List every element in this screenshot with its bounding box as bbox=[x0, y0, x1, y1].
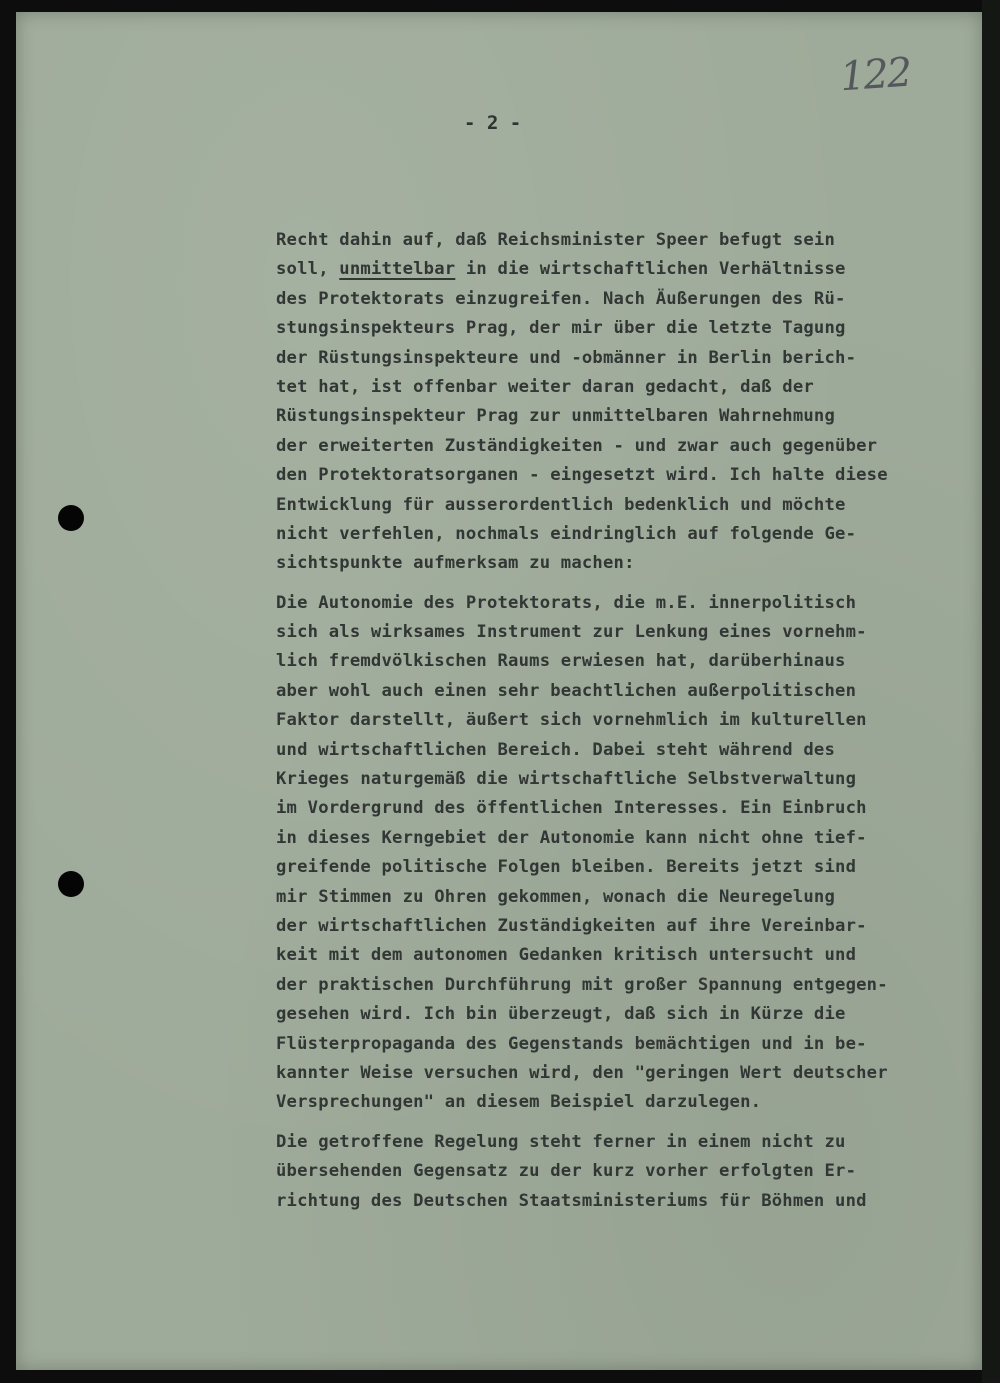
text-line: mir Stimmen zu Ohren gekommen, wonach die Neuregelung bbox=[276, 886, 836, 907]
text-line: in dieses Kerngebiet der Autonomie kann nicht ohne tief- bbox=[276, 827, 867, 848]
text-line: Rüstungsinspekteur Prag zur unmittelbaren Wahrnehmung bbox=[276, 406, 836, 427]
text-line: im Vordergrund des öffentlichen Interesses. Ein Einbruch bbox=[276, 798, 867, 819]
text-line: Die getroffene Regelung steht ferner in einem nicht zu bbox=[276, 1131, 846, 1152]
scan-edge-strip bbox=[982, 0, 1000, 1383]
text-line: den Protektoratsorganen - eingesetzt wird. Ich halte diese bbox=[276, 465, 888, 486]
text-line: greifende politische Folgen bleiben. Bereits jetzt sind bbox=[276, 857, 857, 878]
text-line: kannter Weise versuchen wird, den "geringen Wert deutscher bbox=[276, 1062, 888, 1083]
paragraph bbox=[276, 589, 976, 1118]
punch-hole bbox=[58, 505, 84, 531]
underlined-word: unmittelbar bbox=[339, 259, 456, 280]
text-line: richtung des Deutschen Staatsministeriums für Böhmen und bbox=[276, 1190, 867, 1211]
text-line: des Protektorats einzugreifen. Nach Äußerungen des Rü- bbox=[276, 288, 846, 309]
text-line: Faktor darstellt, äußert sich vornehmlich im kulturellen bbox=[276, 710, 867, 731]
typewritten-body bbox=[276, 226, 976, 1226]
text-line: Versprechungen" an diesem Beispiel darzulegen. bbox=[276, 1092, 762, 1113]
text-line: sich als wirksames Instrument zur Lenkung eines vornehm- bbox=[276, 622, 867, 643]
text-line: Krieges naturgemäß die wirtschaftliche Selbstverwaltung bbox=[276, 769, 857, 790]
text-line: lich fremdvölkischen Raums erwiesen hat, darüberhinaus bbox=[276, 651, 846, 672]
punch-hole bbox=[58, 871, 84, 897]
text-line: Entwicklung für ausserordentlich bedenklich und möchte bbox=[276, 494, 846, 515]
text-line: der wirtschaftlichen Zuständigkeiten auf ihre Vereinbar- bbox=[276, 915, 867, 936]
text-line: keit mit dem autonomen Gedanken kritisch untersucht und bbox=[276, 945, 857, 966]
text-line: aber wohl auch einen sehr beachtlichen außerpolitischen bbox=[276, 680, 857, 701]
handwritten-folio-number: 122 bbox=[838, 49, 912, 101]
text-line: stungsinspekteurs Prag, der mir über die letzte Tagung bbox=[276, 318, 846, 339]
text-line: Flüsterpropaganda des Gegenstands bemächtigen und in be- bbox=[276, 1033, 867, 1054]
text-line: tet hat, ist offenbar weiter daran gedacht, daß der bbox=[276, 376, 814, 397]
paragraph bbox=[276, 1128, 976, 1216]
text-line: der erweiterten Zuständigkeiten - und zwar auch gegenüber bbox=[276, 435, 878, 456]
text-line: und wirtschaftlichen Bereich. Dabei steht während des bbox=[276, 739, 836, 760]
text-line: soll, unmittelbar in die wirtschaftlichen Verhältnisse bbox=[276, 259, 846, 280]
text-line: der praktischen Durchführung mit großer Spannung entgegen- bbox=[276, 974, 888, 995]
text-line: gesehen wird. Ich bin überzeugt, daß sich in Kürze die bbox=[276, 1004, 846, 1025]
text-line: übersehenden Gegensatz zu der kurz vorher erfolgten Er- bbox=[276, 1161, 857, 1182]
text-line: der Rüstungsinspekteure und -obmänner in Berlin berich- bbox=[276, 347, 857, 368]
paragraph bbox=[276, 226, 976, 579]
text-line: Recht dahin auf, daß Reichsminister Speer befugt sein bbox=[276, 230, 836, 250]
page-number: - 2 - bbox=[464, 112, 522, 134]
text-line: sichtspunkte aufmerksam zu machen: bbox=[276, 553, 635, 574]
text-line: Die Autonomie des Protektorats, die m.E. innerpolitisch bbox=[276, 592, 857, 613]
text-line: nicht verfehlen, nochmals eindringlich auf folgende Ge- bbox=[276, 523, 857, 544]
